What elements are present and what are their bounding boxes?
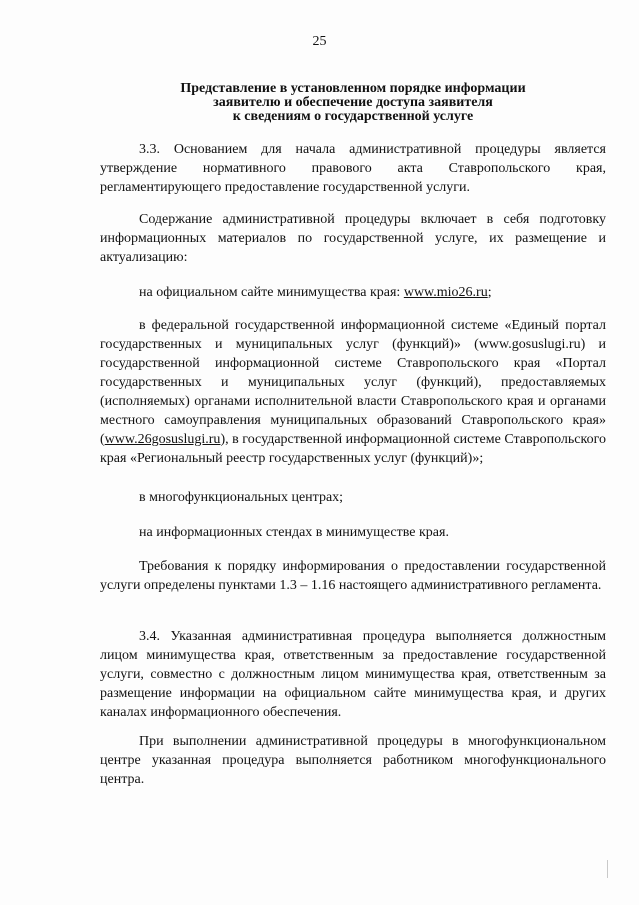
official-site-link[interactable]: www.mio26.ru [403,285,488,300]
heading-line-1: Представление в установленном порядке информации [180,81,526,96]
scan-artifact [607,860,608,878]
paragraph-requirements: Требования к порядку информирования о предоставлении государственной услуги определены пунктами 1.3 – 1.16 настоящего административного регламента. [100,559,606,593]
official-site-suffix: ; [487,285,492,300]
paragraph-content: Содержание административной процедуры включает в себя подготовку информационных материалов по государственной услуге, их размещение и актуализацию: [100,212,606,265]
federal-portal-text: в федеральной государственной информационной системе «Единый портал государственных и муниципальных услуг (функций)» (www.gosuslugi.ru) и государственной информационной системе Ставропольского края «Портал государственных и муниципальных услуг (функций), предоставляемых (исполняемых) органами исполнительной власти Ставропольского края и органами местного самоуправления муниципальных образований Ставропольского края» ( [100,318,606,447]
official-site-text: на официальном сайте минимущества края: [139,285,404,300]
paragraph-mfc-execution: При выполнении административной процедуры в многофункциональном центре указанная процедура выполняется работником многофункционального центра. [100,734,606,787]
paragraph-federal-portal [100,316,606,468]
page-number: 25 [312,34,327,49]
paragraph-info-stands: на информационных стендах в минимуществе края. [139,525,449,540]
heading-line-3: к сведениям о государственной услуге [232,109,474,124]
federal-portal-suffix: ), в государственной информационной системе Ставропольского края «Региональный реестр государственных услуг (функций)»; [100,432,606,466]
paragraph-3-3: 3.3. Основанием для начала административной процедуры является утверждение нормативного правового акта Ставропольского края, регламентирующего предоставление государственной услуги. [100,142,606,195]
regional-portal-link[interactable]: www.26gosuslugi.ru [104,432,221,447]
heading-line-2: заявителю и обеспечение доступа заявителя [213,95,493,110]
section-heading [100,82,606,124]
paragraph-official-site [139,283,492,302]
paragraph-3-4: 3.4. Указанная административная процедура выполняется должностным лицом минимущества края, ответственным за предоставление государственной услуги, совместно с должностным лицом минимущества края, ответственным за размещение информации на официальном сайте минимущества края, и других каналах информационного обеспечения. [100,629,606,720]
paragraph-mfc: в многофункциональных центрах; [139,490,344,505]
